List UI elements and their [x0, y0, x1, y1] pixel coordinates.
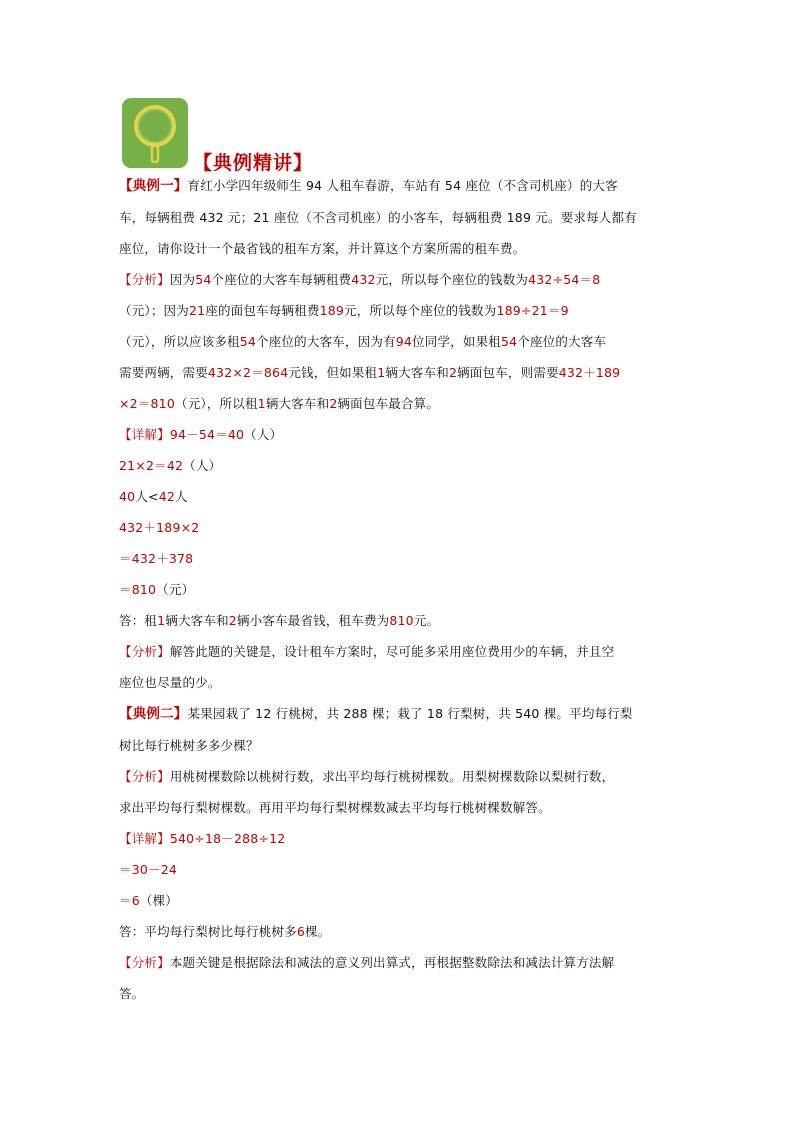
- text-line: [119, 916, 679, 947]
- text-segment: 辆大客车和: [165, 613, 229, 628]
- text-segment: 解答此题的关键是，设计租车方案时，尽可能多采用座位费用少的车辆，并且空: [169, 644, 615, 659]
- highlight-value: 21: [188, 303, 206, 318]
- section-label: 【典例二】: [119, 706, 188, 722]
- highlight-value: ＝810: [119, 582, 157, 597]
- text-line: [119, 512, 679, 543]
- text-segment: 需要两辆，需要: [119, 365, 208, 380]
- text-line: [119, 792, 679, 823]
- text-segment: （元），所以应该多租: [119, 334, 240, 349]
- text-segment: 育红小学四年级师生 94 人租车春游，车站有 54 座位（不含司机座）的大客: [187, 178, 618, 193]
- section-label: 【分析】: [119, 955, 170, 970]
- text-segment: （棵）: [139, 893, 178, 908]
- text-line: [119, 233, 679, 264]
- text-segment: 位同学，如果租: [412, 334, 501, 349]
- section-label: 【详解】: [119, 427, 170, 442]
- text-line: [119, 605, 679, 636]
- highlight-value: 810: [389, 613, 414, 628]
- text-segment: 元，所以每个座位的钱数为: [375, 272, 529, 287]
- text-line: [119, 698, 679, 730]
- text-line: [119, 481, 679, 512]
- text-line: [119, 978, 679, 1009]
- highlight-value: ＝30－24: [119, 862, 178, 877]
- highlight-value: 6: [296, 924, 305, 939]
- text-segment: 答：平均每行梨树比每行桃树多: [119, 924, 297, 939]
- text-segment: 车，每辆租费 432 元；21 座位（不含司机座）的小客车，每辆租费 189 元。要求每人都有: [119, 210, 637, 225]
- text-segment: 树比每行桃树多多少棵？: [119, 738, 259, 753]
- text-line: [119, 823, 679, 854]
- section-label: 【详解】: [119, 831, 170, 846]
- text-segment: 答。: [119, 986, 145, 1001]
- text-segment: （人）: [183, 458, 222, 473]
- text-segment: 人<: [135, 489, 159, 504]
- text-line: [119, 667, 679, 698]
- highlight-value: ＝6: [119, 893, 140, 908]
- highlight-value: 2: [228, 613, 237, 628]
- text-segment: 座的面包车每辆租费: [205, 303, 320, 318]
- text-line: [119, 761, 679, 792]
- text-segment: 用桃树棵数除以桃树行数，求出平均每行桃树棵数。用梨树棵数除以梨树行数，: [169, 769, 615, 784]
- highlight-value: 21×2＝42: [119, 458, 184, 473]
- text-line: [119, 543, 679, 574]
- text-line: [119, 947, 679, 978]
- highlight-value: 540÷18－288÷12: [169, 831, 286, 846]
- highlight-value: 432: [351, 272, 376, 287]
- text-line: [119, 730, 679, 761]
- text-segment: 座位，请你设计一个最省钱的租车方案，并计算这个方案所需的租车费。: [119, 241, 526, 256]
- highlight-value: 2: [448, 365, 458, 380]
- text-segment: 元钱，但如果租: [288, 365, 378, 380]
- magnifier-icon: [122, 98, 188, 168]
- text-line: [119, 885, 679, 916]
- highlight-value: 42: [158, 489, 175, 504]
- text-line: [119, 636, 679, 667]
- text-segment: 辆小客车最省钱，租车费为: [236, 613, 390, 628]
- text-segment: 因为: [169, 272, 196, 287]
- highlight-value: ＝432＋378: [119, 551, 194, 566]
- text-segment: 个座位的大客车，因为有: [256, 334, 396, 349]
- text-line: [119, 295, 679, 326]
- section-label: 【分析】: [119, 769, 170, 784]
- highlight-value: 94: [395, 334, 413, 349]
- text-line: [119, 388, 679, 419]
- section-label: 【分析】: [119, 272, 170, 287]
- text-line: [119, 326, 679, 357]
- text-line: [119, 264, 679, 295]
- highlight-value: 54: [195, 272, 212, 287]
- highlight-value: 2: [329, 396, 338, 411]
- highlight-value: 1: [157, 613, 166, 628]
- text-segment: 元，所以每个座位的钱数为: [344, 303, 497, 318]
- text-line: [119, 202, 679, 233]
- document-body: [119, 170, 679, 1009]
- text-line: [119, 450, 679, 481]
- highlight-value: 54: [239, 334, 257, 349]
- text-line: [119, 574, 679, 605]
- text-segment: 辆大客车和: [385, 365, 449, 380]
- highlight-value: 1: [257, 396, 266, 411]
- section-label: 【分析】: [119, 644, 170, 659]
- highlight-value: 432÷54＝8: [528, 272, 601, 287]
- text-segment: （元）: [156, 582, 195, 597]
- text-segment: 本题关键是根据除法和减法的意义列出算式，再根据整数除法和减法计算方法解: [169, 955, 615, 970]
- text-segment: 棵。: [304, 924, 331, 939]
- text-segment: （元），所以租: [175, 396, 258, 411]
- text-segment: 辆面包车最合算。: [337, 396, 440, 411]
- highlight-value: 54: [501, 334, 518, 349]
- section-label: 【典例一】: [119, 178, 188, 194]
- text-segment: 座位也尽量的少。: [119, 675, 221, 690]
- highlight-value: ×2＝810: [119, 396, 175, 411]
- text-segment: 某果园栽了 12 行桃树，共 288 棵；栽了 18 行梨树，共 540 棵。平均每行梨: [187, 706, 633, 721]
- highlight-value: 189÷21＝9: [496, 303, 569, 318]
- text-line: [119, 854, 679, 885]
- highlight-value: 432＋189×2: [119, 520, 200, 535]
- text-segment: 个座位的大客车: [517, 334, 607, 349]
- text-segment: 元。: [413, 613, 440, 628]
- section-title: 【典例精讲】: [193, 152, 314, 174]
- highlight-value: 1: [377, 365, 386, 380]
- highlight-value: 40: [119, 489, 136, 504]
- text-segment: （元）；因为: [119, 303, 189, 318]
- text-segment: 辆面包车，则需要: [457, 365, 559, 380]
- highlight-value: 432＋189: [558, 365, 621, 380]
- text-segment: 答：租: [119, 613, 158, 628]
- text-segment: 个座位的大客车每辆租费: [211, 272, 352, 287]
- text-segment: 人: [175, 489, 188, 504]
- highlight-value: 189: [319, 303, 345, 318]
- text-segment: 求出平均每行梨树棵数。再用平均每行梨树棵数减去平均每行桃树棵数解答。: [119, 800, 551, 815]
- text-line: [119, 357, 679, 388]
- text-segment: 辆大客车和: [265, 396, 330, 411]
- highlight-value: 94－54＝40: [169, 427, 245, 442]
- document-page: [119, 98, 679, 1009]
- text-line: [119, 419, 679, 450]
- highlight-value: 432×2＝864: [207, 365, 289, 380]
- section-header: [119, 98, 679, 174]
- text-segment: （人）: [244, 427, 283, 442]
